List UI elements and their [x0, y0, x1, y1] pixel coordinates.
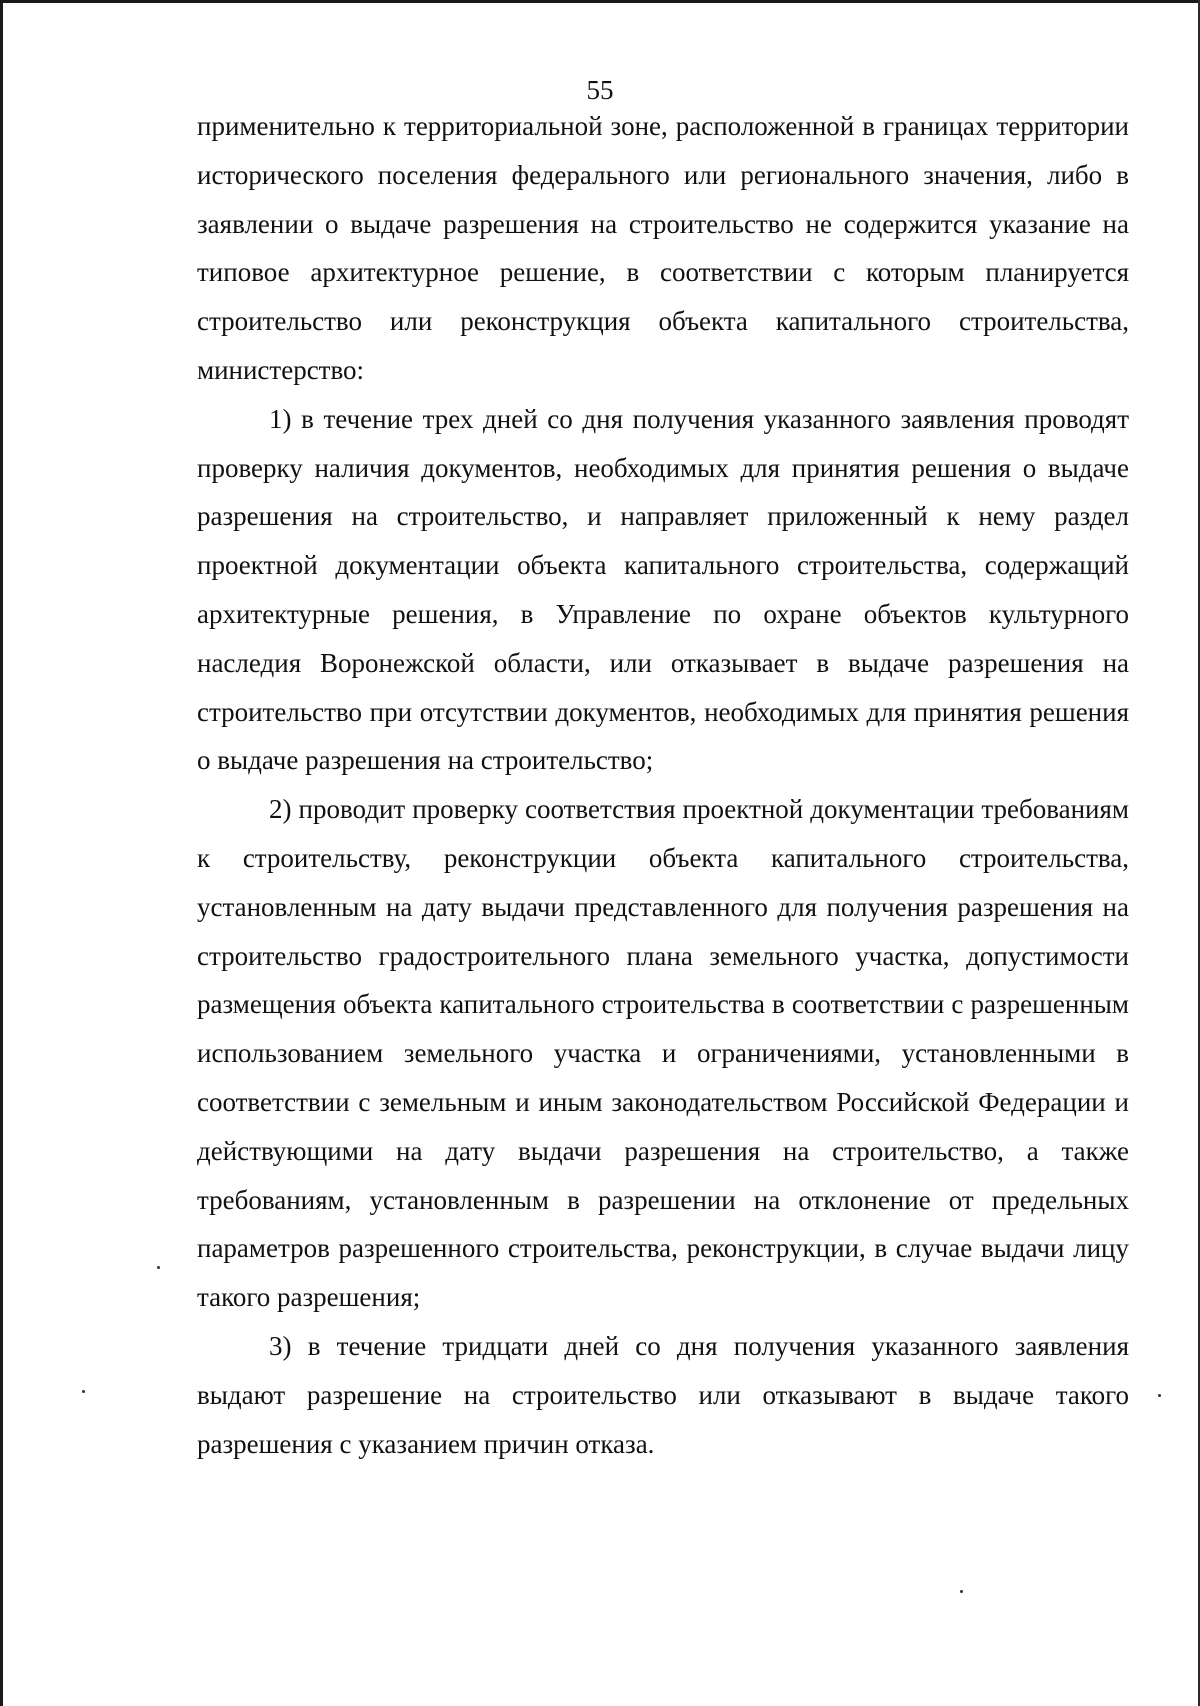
scan-speck	[157, 1266, 160, 1269]
paragraph-item-2: 2) проводит проверку соответствия проектной документации требованиям к строительству, реконструкции объекта капитального строительства, установленным на дату выдачи представленного для получения разрешения на строительство градостроительного плана земельного участка, допустимости размещения объекта капитального строительства в соответствии с разрешенным использованием земельного участка и ограничениями, установленными в соответствии с земельным и иным законодательством Российской Федерации и действующими на дату выдачи разрешения на строительство, а также требованиям, установленным в разрешении на отклонение от предельных параметров разрешенного строительства, реконструкции, в случае выдачи лицу такого разрешения;	[197, 794, 1129, 1313]
scan-speck	[960, 1590, 963, 1593]
paragraph-item-1: 1) в течение трех дней со дня получения указанного заявления проводят проверку наличия документов, необходимых для принятия решения о выдаче разрешения на строительство, и направляет приложенный к нему раздел проектной документации объекта капитального строительства, содержащий архитектурные решения, в Управление по охране объектов культурного наследия Воронежской области, или отказывает в выдаче разрешения на строительство при отсутствии документов, необходимых для принятия решения о выдаче разрешения на строительство;	[197, 403, 1129, 776]
scan-border-top	[0, 0, 1200, 3]
paragraph-continuation: применительно к территориальной зоне, расположенной в границах территории исторического поселения федерального или регионального значения, либо в заявлении о выдаче разрешения на строительство не содержится указание на типовое архитектурное решение, в соответствии с которым планируется строительство или реконструкция объекта капитального строительства, министерство:	[197, 111, 1129, 385]
scan-speck	[1158, 1394, 1161, 1397]
scan-border-left	[0, 0, 3, 1706]
page-number: 55	[586, 75, 614, 105]
paragraph-item-3: 3) в течение тридцати дней со дня получения указанного заявления выдают разрешение на строительство или отказывают в выдаче такого разрешения с указанием причин отказа.	[197, 1330, 1129, 1459]
scan-speck	[82, 1390, 85, 1393]
document-body	[197, 102, 1129, 1468]
